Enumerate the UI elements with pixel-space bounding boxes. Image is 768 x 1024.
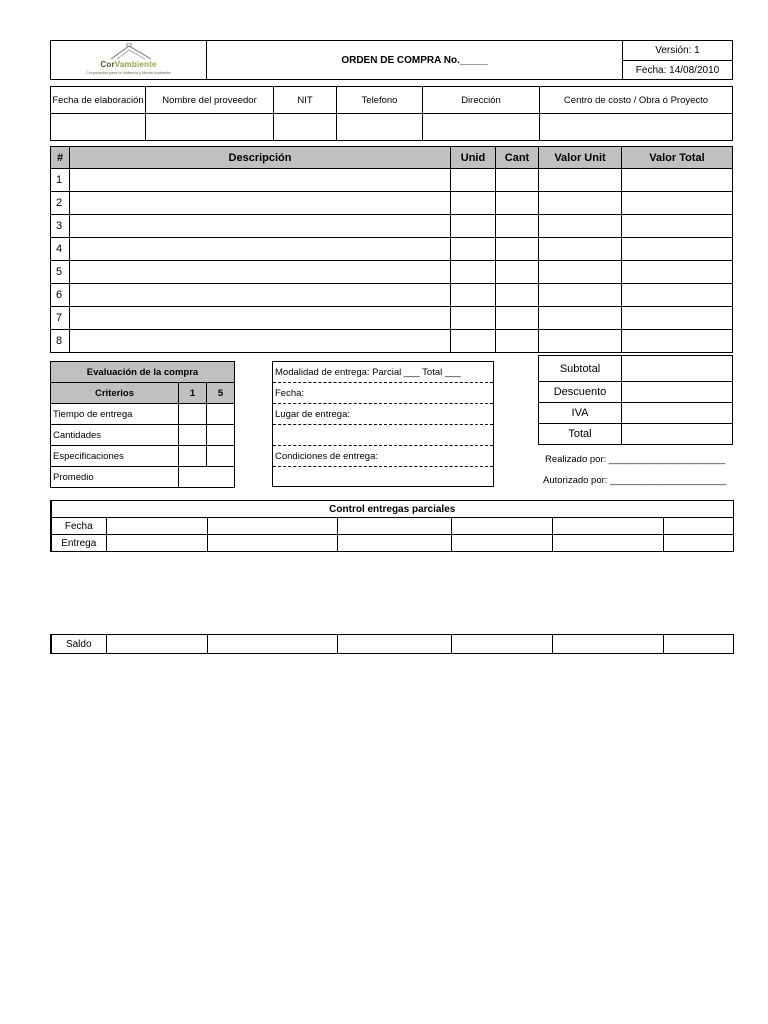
unid-field[interactable] xyxy=(451,307,496,330)
partial-date-field[interactable] xyxy=(106,518,207,535)
cant-field[interactable] xyxy=(496,238,539,261)
partial-delivery-field[interactable] xyxy=(337,535,451,552)
cant-field[interactable] xyxy=(496,284,539,307)
col-centro-costo: Centro de costo / Obra ó Proyecto xyxy=(540,87,733,114)
row-number: 3 xyxy=(51,215,70,238)
unid-field[interactable] xyxy=(451,169,496,192)
col-cant: Cant xyxy=(496,147,539,169)
col-number: # xyxy=(51,147,70,169)
partial-date-field[interactable] xyxy=(337,518,451,535)
totals-table xyxy=(538,355,733,445)
version-label: Versión: 1 xyxy=(623,41,733,61)
balance-field[interactable] xyxy=(207,635,337,654)
balance-field[interactable] xyxy=(663,635,733,654)
partial-date-field[interactable] xyxy=(207,518,337,535)
logo-tagline: Corporación para la Vivienda y Medio Ambiente xyxy=(86,70,171,75)
score-5-header: 5 xyxy=(207,383,235,404)
balance-field[interactable] xyxy=(451,635,552,654)
cant-field[interactable] xyxy=(496,192,539,215)
descripcion-field[interactable] xyxy=(70,169,451,192)
cant-field[interactable] xyxy=(496,169,539,192)
partial-delivery-field[interactable] xyxy=(552,535,663,552)
unid-field[interactable] xyxy=(451,284,496,307)
logo-cell xyxy=(51,41,207,80)
score-1-header: 1 xyxy=(179,383,207,404)
made-by-signature[interactable]: Realizado por: ______________________ xyxy=(545,454,726,465)
col-unid: Unid xyxy=(451,147,496,169)
valor-unit-field[interactable] xyxy=(539,169,622,192)
house-icon xyxy=(91,43,171,61)
partial-delivery-title: Control entregas parciales xyxy=(51,501,733,518)
valor-total-field[interactable] xyxy=(622,169,733,192)
valor-unit-field[interactable] xyxy=(539,192,622,215)
partial-date-field[interactable] xyxy=(552,518,663,535)
company-logo xyxy=(51,41,206,79)
cant-field[interactable] xyxy=(496,307,539,330)
valor-unit-field[interactable] xyxy=(539,330,622,353)
col-direccion: Dirección xyxy=(423,87,540,114)
col-descripcion: Descripción xyxy=(70,147,451,169)
balance-field[interactable] xyxy=(106,635,207,654)
partial-delivery-label: Entrega xyxy=(51,535,106,552)
table-row xyxy=(51,330,733,353)
score-5-field[interactable] xyxy=(207,404,235,425)
table-row xyxy=(51,215,733,238)
col-nombre-proveedor: Nombre del proveedor xyxy=(146,87,274,114)
unid-field[interactable] xyxy=(451,330,496,353)
partial-delivery-field[interactable] xyxy=(663,535,733,552)
criterion-cantidades: Cantidades xyxy=(51,425,179,446)
unid-field[interactable] xyxy=(451,192,496,215)
nombre-proveedor-field[interactable] xyxy=(146,114,274,141)
balance-field[interactable] xyxy=(337,635,451,654)
valor-total-field[interactable] xyxy=(622,307,733,330)
subtotal-field[interactable] xyxy=(622,356,733,382)
page-title: ORDEN DE COMPRA No._____ xyxy=(207,41,623,80)
valor-total-field[interactable] xyxy=(622,238,733,261)
average-field[interactable] xyxy=(179,467,235,488)
balance-label: Saldo xyxy=(51,635,106,654)
row-number: 8 xyxy=(51,330,70,353)
score-5-field[interactable] xyxy=(207,446,235,467)
score-1-field[interactable] xyxy=(179,446,207,467)
partial-delivery-field[interactable] xyxy=(106,535,207,552)
criterion-especificaciones: Especificaciones xyxy=(51,446,179,467)
discount-label: Descuento xyxy=(539,382,622,403)
centro-costo-field[interactable] xyxy=(540,114,733,141)
cant-field[interactable] xyxy=(496,261,539,284)
iva-label: IVA xyxy=(539,403,622,424)
table-row xyxy=(51,284,733,307)
delivery-conditions-line[interactable] xyxy=(273,467,493,488)
balance-table xyxy=(50,634,734,654)
descripcion-field[interactable] xyxy=(70,307,451,330)
valor-unit-field[interactable] xyxy=(539,215,622,238)
evaluation-table xyxy=(50,361,235,488)
delivery-date[interactable]: Fecha: xyxy=(273,383,493,404)
table-row xyxy=(51,307,733,330)
col-valor-unit: Valor Unit xyxy=(539,147,622,169)
delivery-place-line[interactable] xyxy=(273,425,493,446)
delivery-place[interactable]: Lugar de entrega: xyxy=(273,404,493,425)
criteria-header: Criterios xyxy=(51,383,179,404)
partial-delivery-field[interactable] xyxy=(451,535,552,552)
descripcion-field[interactable] xyxy=(70,238,451,261)
col-nit: NIT xyxy=(274,87,337,114)
balance-field[interactable] xyxy=(552,635,663,654)
valor-unit-field[interactable] xyxy=(539,261,622,284)
valor-total-field[interactable] xyxy=(622,330,733,353)
cant-field[interactable] xyxy=(496,215,539,238)
descripcion-field[interactable] xyxy=(70,261,451,284)
partial-date-field[interactable] xyxy=(663,518,733,535)
table-row xyxy=(51,238,733,261)
score-1-field[interactable] xyxy=(179,425,207,446)
table-row xyxy=(51,192,733,215)
valor-unit-field[interactable] xyxy=(539,284,622,307)
fecha-elaboracion-field[interactable] xyxy=(51,114,146,141)
delivery-modality[interactable]: Modalidad de entrega: Parcial ___ Total ___ xyxy=(273,362,493,383)
valor-total-field[interactable] xyxy=(622,215,733,238)
row-number: 5 xyxy=(51,261,70,284)
partial-delivery-table xyxy=(50,500,734,552)
direccion-field[interactable] xyxy=(423,114,540,141)
logo-name: CorVambiente xyxy=(100,60,157,69)
partial-date-field[interactable] xyxy=(451,518,552,535)
delivery-box xyxy=(272,361,494,487)
total-field[interactable] xyxy=(622,424,733,445)
subtotal-label: Subtotal xyxy=(539,356,622,382)
authorized-by-signature[interactable]: Autorizado por: ______________________ xyxy=(543,475,727,486)
table-row xyxy=(51,261,733,284)
valor-total-field[interactable] xyxy=(622,284,733,307)
col-valor-total: Valor Total xyxy=(622,147,733,169)
descripcion-field[interactable] xyxy=(70,192,451,215)
nit-field[interactable] xyxy=(274,114,337,141)
valor-unit-field[interactable] xyxy=(539,307,622,330)
partial-delivery-field[interactable] xyxy=(207,535,337,552)
items-table xyxy=(50,146,733,353)
valor-unit-field[interactable] xyxy=(539,238,622,261)
supplier-table xyxy=(50,86,733,141)
cant-field[interactable] xyxy=(496,330,539,353)
total-label: Total xyxy=(539,424,622,445)
row-number: 4 xyxy=(51,238,70,261)
score-1-field[interactable] xyxy=(179,404,207,425)
discount-field[interactable] xyxy=(622,382,733,403)
unid-field[interactable] xyxy=(451,238,496,261)
row-number: 2 xyxy=(51,192,70,215)
valor-total-field[interactable] xyxy=(622,261,733,284)
unid-field[interactable] xyxy=(451,261,496,284)
descripcion-field[interactable] xyxy=(70,215,451,238)
delivery-conditions[interactable]: Condiciones de entrega: xyxy=(273,446,493,467)
unid-field[interactable] xyxy=(451,215,496,238)
telefono-field[interactable] xyxy=(337,114,423,141)
partial-date-label: Fecha xyxy=(51,518,106,535)
table-row xyxy=(51,169,733,192)
average-label: Promedio xyxy=(51,467,179,488)
criterion-tiempo-entrega: Tiempo de entrega xyxy=(51,404,179,425)
row-number: 7 xyxy=(51,307,70,330)
iva-field[interactable] xyxy=(622,403,733,424)
row-number: 6 xyxy=(51,284,70,307)
col-telefono: Telefono xyxy=(337,87,423,114)
col-fecha-elaboracion: Fecha de elaboración xyxy=(51,87,146,114)
form-date-label: Fecha: 14/08/2010 xyxy=(623,61,733,80)
descripcion-field[interactable] xyxy=(70,330,451,353)
score-5-field[interactable] xyxy=(207,425,235,446)
header-table xyxy=(50,40,733,80)
valor-total-field[interactable] xyxy=(622,192,733,215)
evaluation-title: Evaluación de la compra xyxy=(51,362,235,383)
descripcion-field[interactable] xyxy=(70,284,451,307)
row-number: 1 xyxy=(51,169,70,192)
